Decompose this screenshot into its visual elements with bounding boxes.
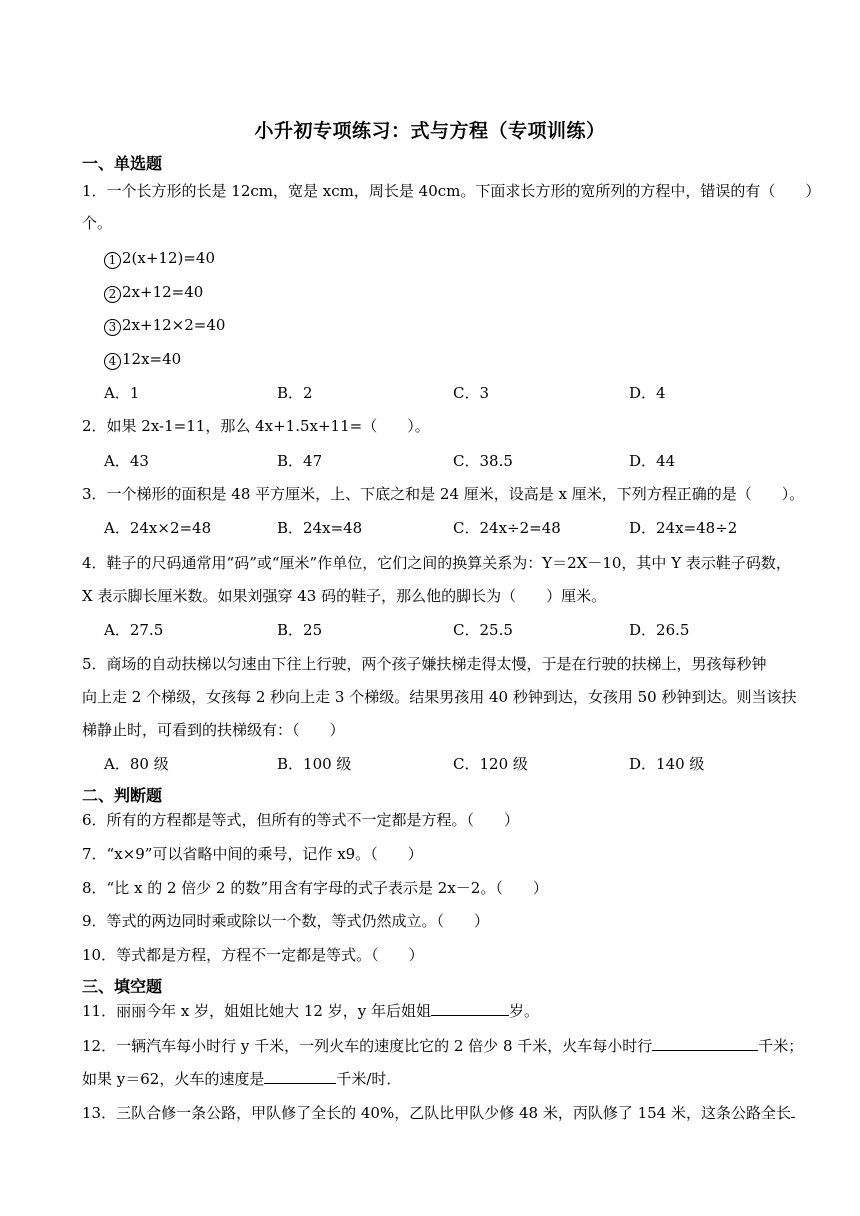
page-title: 小升初专项练习：式与方程（专项训练） [254, 120, 606, 142]
q1-option-d: D．4 [629, 384, 666, 402]
q1-item-1: 1 2(x+12)=40 [104, 247, 834, 269]
q2-option-c: C．38.5 [453, 452, 513, 470]
question-4-stem-cont: X 表示脚长厘米数。如果刘强穿 43 码的鞋子，那么他的脚长为（ ）厘米。 [82, 587, 607, 605]
q1-option-a: A．1 [104, 384, 140, 402]
question-2-stem: 2．如果 2x-1=11，那么 4x+1.5x+11=（ ）。 [82, 417, 430, 435]
question-5-stem-cont: 向上走 2 个梯级，女孩每 2 秒向上走 3 个梯级。结果男孩用 40 秒钟到达，女孩用 50 秒钟到达。则当该扶 [82, 688, 797, 706]
q5-option-b: B．100 级 [277, 755, 352, 773]
q5-option-a: A．80 级 [104, 755, 169, 773]
q4-option-b: B．25 [277, 621, 323, 639]
question-6: 6．所有的方程都是等式，但所有的等式不一定都是方程。（ ） [82, 811, 520, 829]
question-11: 11．丽丽今年 x 岁，姐姐比她大 12 岁，y 年后姐姐 岁。 [82, 1002, 539, 1020]
q3-option-c: C．24x÷2=48 [453, 519, 561, 537]
q3-option-d: D．24x=48÷2 [629, 519, 738, 537]
q4-option-d: D．26.5 [629, 621, 690, 639]
question-4-stem: 4．鞋子的尺码通常用“码”或“厘米”作单位，它们之间的换算关系为：Y＝2X－10，其中 Y 表示鞋子码数， [82, 554, 791, 572]
section-heading-single-choice: 一、单选题 [82, 154, 163, 173]
circled-number: 3 [104, 319, 121, 336]
q2-option-a: A．43 [104, 452, 149, 470]
answer-blank[interactable] [791, 1102, 795, 1118]
q1-item-4: 4 12x=40 [104, 348, 834, 370]
question-13: 13．三队合修一条公路，甲队修了全长的 40%，乙队比甲队少修 48 米，丙队修了 154 米，这条公路全长 [82, 1102, 812, 1124]
q4-option-c: C．25.5 [453, 621, 513, 639]
q5-option-d: D．140 级 [629, 755, 705, 773]
section-heading-fill-blank: 三、填空题 [82, 977, 163, 996]
q1-option-c: C．3 [453, 384, 490, 402]
q1-item-3: 3 2x+12×2=40 [104, 314, 834, 336]
q4-option-a: A．27.5 [104, 621, 164, 639]
q1-item-2: 2 2x+12=40 [104, 281, 834, 303]
answer-blank[interactable] [264, 1068, 336, 1084]
question-1-stem: 1．一个长方形的长是 12cm，宽是 xcm，周长是 40cm。下面求长方形的宽所列的方程中，错误的有（ ） [82, 182, 821, 200]
question-1-stem-cont: 个。 [82, 214, 113, 232]
q5-option-c: C．120 级 [453, 755, 528, 773]
circled-number: 4 [104, 353, 121, 370]
question-10: 10．等式都是方程，方程不一定都是等式。（ ） [82, 946, 424, 964]
section-heading-true-false: 二、判断题 [82, 786, 163, 805]
question-12: 12．一辆汽车每小时行 y 千米，一列火车的速度比它的 2 倍少 8 千米，火车每小时行 千米； [82, 1037, 804, 1055]
question-7: 7．“x×9”可以省略中间的乘号，记作 x9。（ ） [82, 845, 423, 863]
q3-option-a: A．24x×2=48 [104, 519, 212, 537]
question-9: 9．等式的两边同时乘或除以一个数，等式仍然成立。（ ） [82, 912, 490, 930]
question-5-stem: 5．商场的自动扶梯以匀速由下往上行驶，两个孩子嫌扶梯走得太慢，于是在行驶的扶梯上，男孩每秒钟 [82, 655, 767, 673]
circled-number: 1 [104, 252, 121, 269]
question-5-stem-cont2: 梯静止时，可看到的扶梯级有：（ ） [82, 721, 345, 739]
answer-blank[interactable] [652, 1035, 758, 1051]
q1-option-b: B．2 [277, 384, 313, 402]
q2-option-b: B．47 [277, 452, 323, 470]
q3-option-b: B．24x=48 [277, 519, 363, 537]
circled-number: 2 [104, 286, 121, 303]
answer-blank[interactable] [431, 1000, 509, 1016]
question-3-stem: 3．一个梯形的面积是 48 平方厘米，上、下底之和是 24 厘米，设高是 x 厘米，下列方程正确的是（ ）。 [82, 485, 805, 503]
question-12-cont: 如果 y＝62，火车的速度是 千米/时． [82, 1070, 402, 1088]
question-8: 8．“比 x 的 2 倍少 2 的数”用含有字母的式子表示是 2x－2。（ ） [82, 879, 548, 897]
q2-option-d: D．44 [629, 452, 676, 470]
